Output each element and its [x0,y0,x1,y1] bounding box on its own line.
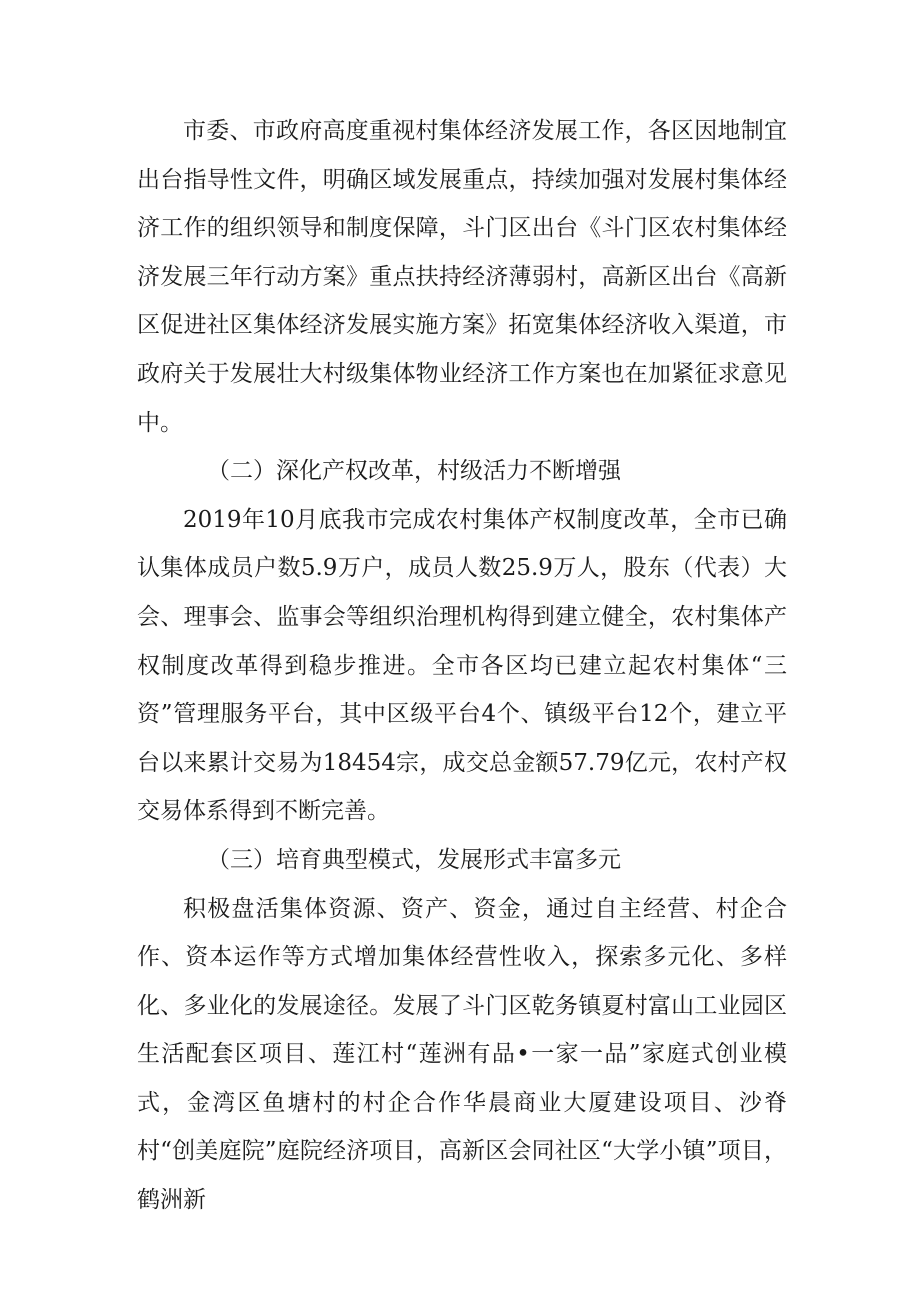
document-body [137,107,787,1225]
section-heading-2: （二）深化产权改革，村级活力不断增强 [207,458,621,485]
paragraph-property-reform: 2019年10月底我市完成农村集体产权制度改革，全市已确认集体成员户数5.9万户，成员人数25.9万人，股东（代表）大会、理事会、监事会等组织治理机构得到建立健全，农村集体产权制度改革得到稳步推进。全市各区均已建立起农村集体“三资”管理服务平台，其中区级平台4个、镇级平台12个，建立平台以来累计交易为18454宗，成交总金额57.79亿元，农村产权交易体系得到不断完善。 [137,506,787,825]
paragraph-development-models: 积极盘活集体资源、资产、资金，通过自主经营、村企合作、资本运作等方式增加集体经营性收入，探索多元化、多样化、多业化的发展途径。发展了斗门区乾务镇夏村富山工业园区生活配套区项目、莲江村“莲洲有品•一家一品”家庭式创业模式，金湾区鱼塘村的村企合作华晨商业大厦建设项目、沙脊村“创美庭院”庭院经济项目，高新区会同社区“大学小镇”项目，鹤洲新 [137,895,787,1214]
paragraph-policy-support: 市委、市政府高度重视村集体经济发展工作，各区因地制宜出台指导性文件，明确区域发展重点，持续加强对发展村集体经济工作的组织领导和制度保障，斗门区出台《斗门区农村集体经济发展三年行动方案》重点扶持经济薄弱村，高新区出台《高新区促进社区集体经济发展实施方案》拓宽集体经济收入渠道，市政府关于发展壮大村级集体物业经济工作方案也在加紧征求意见中。 [137,118,787,436]
section-heading-3: （三）培育典型模式，发展形式丰富多元 [207,846,621,873]
